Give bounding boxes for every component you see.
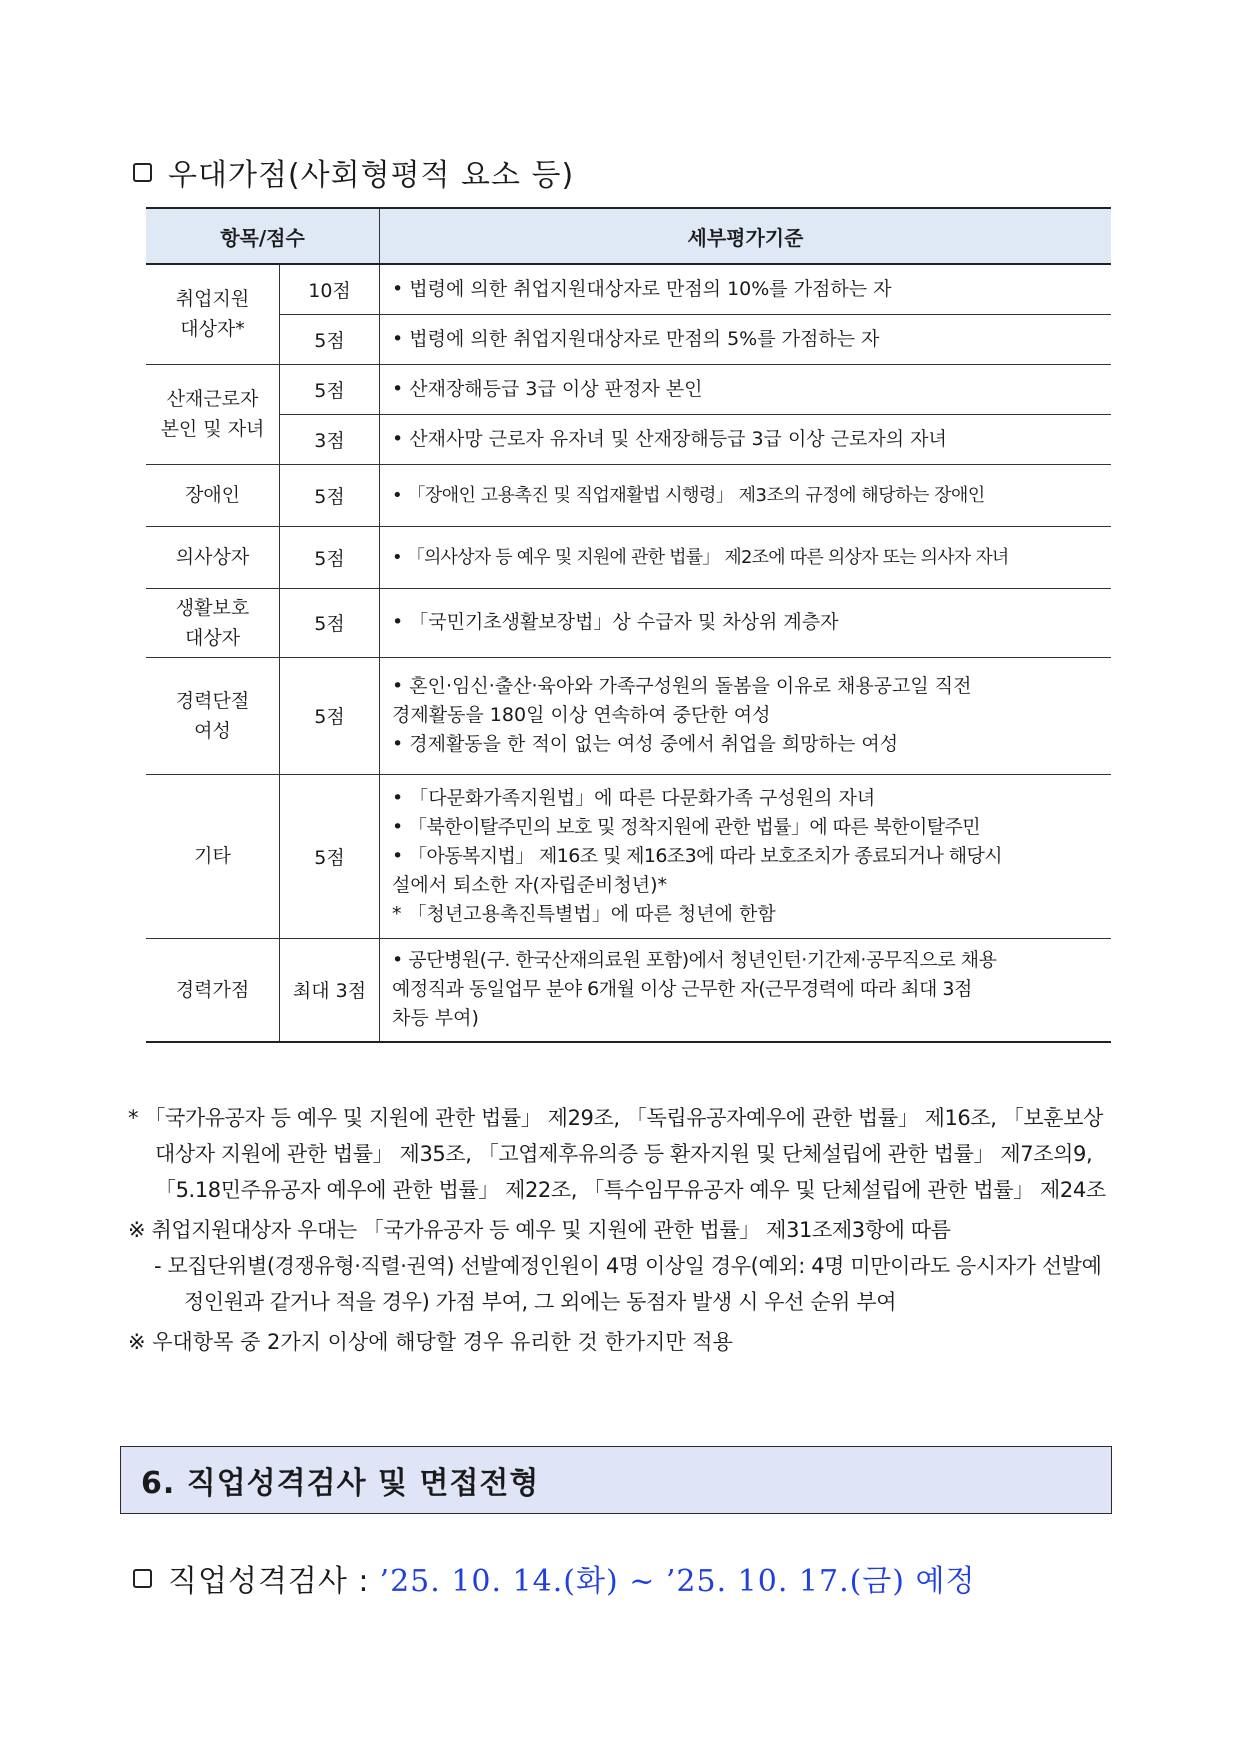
aptitude-label: 직업성격검사 : [168,1564,370,1599]
table-row [146,264,1111,314]
header-item-score: 항목/점수 [146,208,380,264]
preference-points-heading [133,150,574,194]
note-employment-support: ※ 취업지원대상자 우대는 「국가유공자 등 예우 및 지원에 관한 법률」 제31조제3항에 따름 [128,1218,951,1242]
criteria-line: • 산재장해등급 3급 이상 판정자 본인 [392,377,703,400]
item-cell: 의사상자 [146,526,280,588]
item-line: 생활보호 [175,596,250,619]
table-row [146,588,1111,657]
item-cell: 장애인 [146,464,280,526]
preference-points-table [146,207,1111,1043]
criteria-line: 경제활동을 180일 이상 연속하여 중단한 여성 [392,704,771,726]
aptitude-date: ’25. 10. 14.(화) ~ ’25. 10. 17.(금) 예정 [379,1564,976,1599]
criteria-cell [380,938,1112,1042]
score-cell: 10점 [280,264,380,314]
item-line: 대상자 [184,626,241,649]
table-header-row [146,208,1111,264]
item-cell: 기타 [146,774,280,938]
item-line: 취업지원 [175,288,250,311]
score-cell: 5점 [280,774,380,938]
table-row [146,657,1111,774]
checkbox-square-icon [133,1569,152,1588]
note-employment-support-sub: - 모집단위별(경쟁유형·직렬·권역) 선발예정인원이 4명 이상일 경우(예외: 4명 미만이라도 응시자가 선발예정인원과 같거나 적을 경우) 가점 부여, 그 외에는 동점자 발생 시 우선 순위 부여 [154,1254,1102,1314]
item-line: 본인 및 자녀 [160,418,265,440]
criteria-cell [380,364,1112,414]
item-line: 경력단절 [175,689,250,712]
criteria-cell [380,526,1112,588]
table-row [146,414,1111,464]
section-6-title-bar [120,1446,1112,1514]
criteria-line: 설에서 퇴소한 자(자립준비청년)* [392,873,668,896]
criteria-line: 예정직과 동일업무 분야 6개월 이상 근무한 자(근무경력에 따라 최대 3점 [392,978,972,1001]
table-row [146,364,1111,414]
criteria-line: • 법령에 의한 취업지원대상자로 만점의 10%를 가점하는 자 [392,277,892,300]
criteria-line: • 「다문화가족지원법」에 따른 다문화가족 구성원의 자녀 [392,786,876,809]
criteria-line: • 공단병원(구. 한국산재의료원 포함)에서 청년인턴·기간제·공무직으로 채용 [392,949,997,972]
item-cell [146,364,280,464]
criteria-line: • 혼인·임신·출산·육아와 가족구성원의 돌봄을 이유로 채용공고일 직전 [392,675,972,697]
criteria-line: • 「북한이탈주민의 보호 및 정착지원에 관한 법률」에 따른 북한이탈주민 [392,815,981,838]
score-cell: 3점 [280,414,380,464]
criteria-cell [380,464,1112,526]
criteria-cell [380,314,1112,364]
score-cell: 5점 [280,464,380,526]
item-cell: 경력가점 [146,938,280,1042]
section-heading-text: 우대가점(사회형평적 요소 등) [168,158,575,193]
score-cell: 5점 [280,657,380,774]
item-cell [146,657,280,774]
score-cell: 5점 [280,314,380,364]
criteria-line: 차등 부여) [392,1007,479,1030]
law-footnote: * 「국가유공자 등 예우 및 지원에 관한 법률」 제29조, 「독립유공자예우에 관한 법률」 제16조, 「보훈보상대상자 지원에 관한 법률」 제35조, 「고엽제후유의증 등 환자지원 및 단체설립에 관한 법률」 제7조의9, 「5.18민주유공자 예우에 관한 법률」 제22조, 「특수임무유공자 예우 및 단체설립에 관한 법률」 제24조 [128,1106,1106,1202]
criteria-line: • 「국민기초생활보장법」상 수급자 및 차상위 계층자 [392,611,839,633]
item-line: 산재근로자 [166,388,259,410]
table-row [146,938,1111,1042]
criteria-cell [380,657,1112,774]
criteria-line: • 「아동복지법」 제16조 및 제16조3에 따라 보호조치가 종료되거나 해당시 [392,844,1002,867]
header-criteria: 세부평가기준 [380,208,1112,264]
table-row [146,526,1111,588]
checkbox-square-icon [133,163,152,182]
aptitude-test-heading [133,1556,976,1600]
criteria-line: • 「의사상자 등 예우 및 지원에 관한 법률」 제2조에 따른 의상자 또는 의사자 자녀 [392,546,1009,568]
criteria-line: • 경제활동을 한 적이 없는 여성 중에서 취업을 희망하는 여성 [392,733,899,755]
table-row [146,314,1111,364]
criteria-line: • 「장애인 고용촉진 및 직업재활법 시행령」 제3조의 규정에 해당하는 장애인 [392,484,985,506]
criteria-line: • 법령에 의한 취업지원대상자로 만점의 5%를 가점하는 자 [392,327,880,350]
criteria-cell [380,588,1112,657]
item-line: 여성 [194,719,231,742]
item-line: 대상자* [180,318,245,341]
criteria-cell [380,774,1112,938]
item-cell [146,588,280,657]
score-cell: 5점 [280,588,380,657]
section-6-title: 6. 직업성격검사 및 면접전형 [141,1466,540,1501]
criteria-cell [380,414,1112,464]
criteria-line: • 산재사망 근로자 유자녀 및 산재장해등급 3급 이상 근로자의 자녀 [392,427,947,450]
note-single-preference: ※ 우대항목 중 2가지 이상에 해당할 경우 유리한 것 한가지만 적용 [128,1330,733,1354]
score-cell: 5점 [280,364,380,414]
table-row [146,464,1111,526]
notes-block [128,1100,1118,1360]
score-cell: 최대 3점 [280,938,380,1042]
score-cell: 5점 [280,526,380,588]
item-cell [146,264,280,364]
table-row [146,774,1111,938]
criteria-line: * 「청년고용촉진특별법」에 따른 청년에 한함 [392,902,776,925]
criteria-cell [380,264,1112,314]
